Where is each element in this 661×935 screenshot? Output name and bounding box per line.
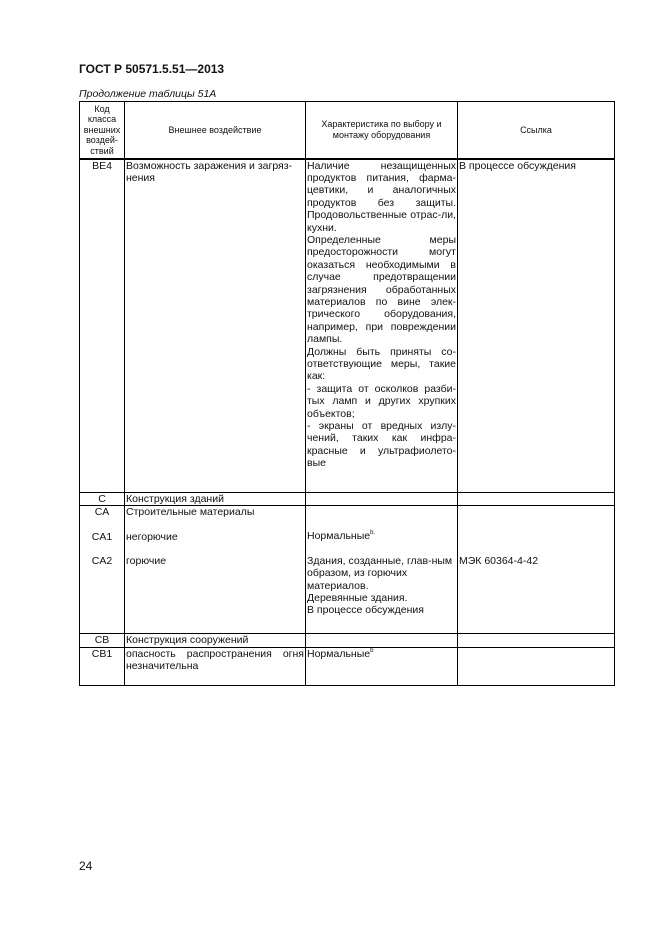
footnote-marker: b <box>370 647 374 654</box>
char-paragraph: Определенные меры предосторожности могут оказаться необходимыми в случае предотвращении загрязнения обработанных материалов по вине элек-трического оборудования, например, при повреждении лампы. <box>307 233 456 346</box>
code-cell: CB <box>80 634 125 647</box>
header-characteristics: Характеристика по выбору и монтажу оборудования <box>306 102 458 159</box>
influence-cell: Конструкция зданий <box>125 493 306 506</box>
char-paragraph: - экраны от вредных излу-чений, таких как инфра-красные и ультрафиолето-вые <box>307 420 456 470</box>
code-ca2: CA2 <box>91 555 113 568</box>
char-cb1-text: Нормальные <box>307 647 371 660</box>
reference-cell: В процессе обсуждения <box>458 159 615 493</box>
influence-cell: Возможность заражения и загряз-нения <box>125 159 306 493</box>
reference-cell <box>458 647 615 685</box>
code-cell: BE4 <box>80 159 125 493</box>
reference-cell <box>458 506 615 634</box>
characteristics-cell <box>306 647 458 685</box>
code-cell: CB1 <box>80 647 125 685</box>
table-row-ca <box>80 506 615 634</box>
characteristics-cell <box>306 506 458 634</box>
char-paragraph: Наличие незащищенных продуктов питания, фарма-цевтики, и аналогичных продуктов без защиты. Продовольственные отрас-ли, кухни. <box>307 159 456 234</box>
table-row-cb <box>80 634 615 647</box>
influence-cell: опасность распространения огня незначительна <box>125 647 306 685</box>
char-paragraph: Должны быть приняты со-ответствующие меры, такие как: <box>307 345 456 383</box>
characteristics-cell <box>306 159 458 493</box>
char-paragraph: Деревянные здания. <box>307 592 408 605</box>
code-ca: CA <box>94 506 110 519</box>
table-caption: Продолжение таблицы 51А <box>79 88 217 100</box>
influence-ca1: негорючие <box>126 530 178 543</box>
external-influences-table <box>79 101 615 686</box>
code-ca1: CA1 <box>91 530 113 543</box>
characteristics-cell <box>306 634 458 647</box>
ref-ca2: МЭК 60364-4-42 <box>459 555 539 568</box>
table-row-cb1 <box>80 647 615 685</box>
code-cell <box>80 506 125 634</box>
char-paragraph: В процессе обсуждения <box>307 604 424 617</box>
influence-ca: Строительные материалы <box>126 506 255 519</box>
char-paragraph: - защита от осколков разби-тых ламп и других хрупких объектов; <box>307 382 456 420</box>
header-reference: Ссылка <box>458 102 615 159</box>
header-influence: Внешнее воздействие <box>125 102 306 159</box>
document-title: ГОСТ Р 50571.5.51—2013 <box>79 62 225 76</box>
influence-cell: Конструкция сооружений <box>125 634 306 647</box>
reference-cell <box>458 634 615 647</box>
influence-cell <box>125 506 306 634</box>
table-row-c <box>80 493 615 506</box>
char-paragraph: Здания, созданные, глав-ным образом, из горючих материалов. <box>307 554 453 592</box>
code-cell: C <box>80 493 125 506</box>
char-ca1-text: Нормальные <box>307 530 371 543</box>
header-code: Код класса внешних воздей-ствий <box>80 102 125 159</box>
table-row-be4 <box>80 159 615 493</box>
influence-ca2: горючие <box>126 555 167 568</box>
char-ca1 <box>307 530 456 542</box>
footnote-marker: b. <box>370 530 376 537</box>
characteristics-cell <box>306 493 458 506</box>
table-header-row <box>80 102 615 159</box>
reference-cell <box>458 493 615 506</box>
page-number: 24 <box>79 859 93 873</box>
